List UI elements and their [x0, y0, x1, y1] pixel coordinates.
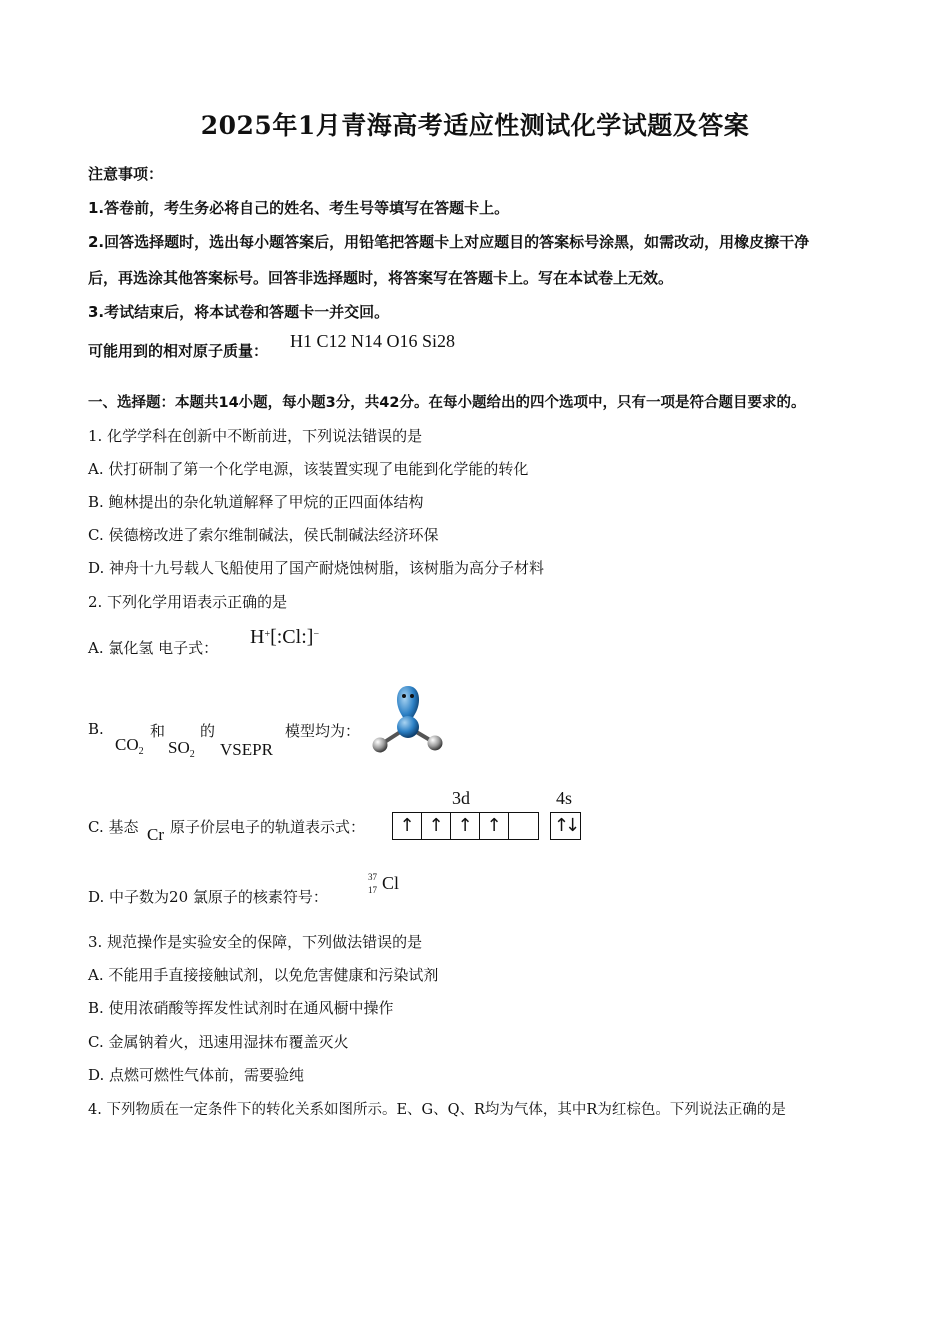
orbital-3d-cell: [509, 813, 537, 839]
orbital-4s-box: [550, 812, 581, 840]
so2-formula: $SO_2$: [168, 738, 195, 760]
notice-item-2: 2.回答选择题时，选出每小题答案后，用铅笔把答题卡上对应题目的答案标号涂黑，如需改动，用橡皮擦干净: [88, 233, 810, 251]
nuclide-atomic-number: 17: [368, 885, 377, 895]
q2-option-b-de: 的: [200, 722, 216, 740]
atomic-mass-label: 可能用到的相对原子质量：: [88, 342, 269, 360]
orbital-4s-cell: ↑↓: [553, 815, 577, 836]
section-heading: 一、选择题：本题共14小题，每小题3分，共42分。在每小题给出的四个选项中，只有一项是符合题目要求的。: [88, 395, 806, 411]
q3-stem: 3. 规范操作是实验安全的保障，下列做法错误的是: [88, 933, 423, 951]
q3-option-b: B. 使用浓硝酸等挥发性试剂时在通风橱中操作: [88, 999, 394, 1017]
orbital-3d-label: 3d: [452, 788, 470, 808]
orbital-3d-cell: ↑: [480, 813, 509, 839]
notice-item-2-cont: 后，再选涂其他答案标号。回答非选择题时，将答案写在答题卡上。写在本试卷上无效。: [88, 269, 674, 287]
q2-option-d: D. 中子数为20 氯原子的核素符号：: [88, 888, 328, 906]
orbital-3d-cell: ↑: [393, 813, 422, 839]
q2-option-c-suffix: 原子价层电子的轨道表示式：: [170, 818, 366, 836]
q1-option-c: C. 侯德榜改进了索尔维制碱法，侯氏制碱法经济环保: [88, 526, 439, 544]
formula-plus: +: [264, 629, 271, 640]
q2-option-b-suffix: 模型均为：: [285, 722, 361, 740]
nuclide-mass-number: 37: [368, 872, 377, 882]
q1-option-d: D. 神舟十九号载人飞船使用了国产耐烧蚀树脂，该树脂为高分子材料: [88, 559, 545, 577]
atomic-mass-values: H1 C12 N14 O16 Si28: [290, 331, 456, 351]
notice-heading: 注意事项：: [88, 165, 164, 183]
q3-option-d: D. 点燃可燃性气体前，需要验纯: [88, 1066, 305, 1084]
page-title: 2025年1月青海高考适应性测试化学试题及答案: [200, 111, 750, 140]
formula-minus: −: [313, 629, 320, 640]
orbital-4s-label: 4s: [556, 788, 573, 808]
hcl-electron-formula: [250, 626, 319, 649]
q4-stem: 4. 下列物质在一定条件下的转化关系如图所示。E、G、Q、R均为气体，其中R为红棕色。下列说法正确的是: [88, 1102, 786, 1118]
notice-item-1: 1.答卷前，考生务必将自己的姓名、考生号等填写在答题卡上。: [88, 199, 510, 217]
vsepr-label: VSEPR: [220, 740, 273, 759]
vsepr-bent-model-icon: [368, 682, 450, 760]
formula-h: H: [250, 626, 265, 648]
q1-stem: 1. 化学学科在创新中不断前进，下列说法错误的是: [88, 427, 423, 445]
q2-option-b-he: 和: [150, 722, 166, 740]
q2-option-a: A. 氯化氢 电子式：: [88, 639, 219, 657]
co2-formula: $CO_2$: [115, 735, 144, 757]
orbital-3d-cell: ↑: [422, 813, 451, 839]
formula-cl-bracket: [:Cl:]: [270, 626, 314, 648]
q3-option-a: A. 不能用手直接接触试剂，以免危害健康和污染试剂: [88, 966, 439, 984]
q1-option-b: B. 鲍林提出的杂化轨道解释了甲烷的正四面体结构: [88, 493, 424, 511]
q2-stem: 2. 下列化学用语表示正确的是: [88, 593, 288, 611]
cr-symbol: Cr: [147, 825, 164, 844]
q2-option-b-label: B.: [88, 720, 104, 738]
notice-item-3: 3.考试结束后，将本试卷和答题卡一并交回。: [88, 303, 390, 321]
nuclide-symbol: Cl: [382, 873, 400, 893]
q2-option-c-prefix: C. 基态: [88, 818, 139, 836]
q1-option-a: A. 伏打研制了第一个化学电源，该装置实现了电能到化学能的转化: [88, 460, 529, 478]
orbital-3d-box: [392, 812, 539, 840]
q3-option-c: C. 金属钠着火，迅速用湿抹布覆盖灭火: [88, 1033, 349, 1051]
orbital-3d-cell: ↑: [451, 813, 480, 839]
